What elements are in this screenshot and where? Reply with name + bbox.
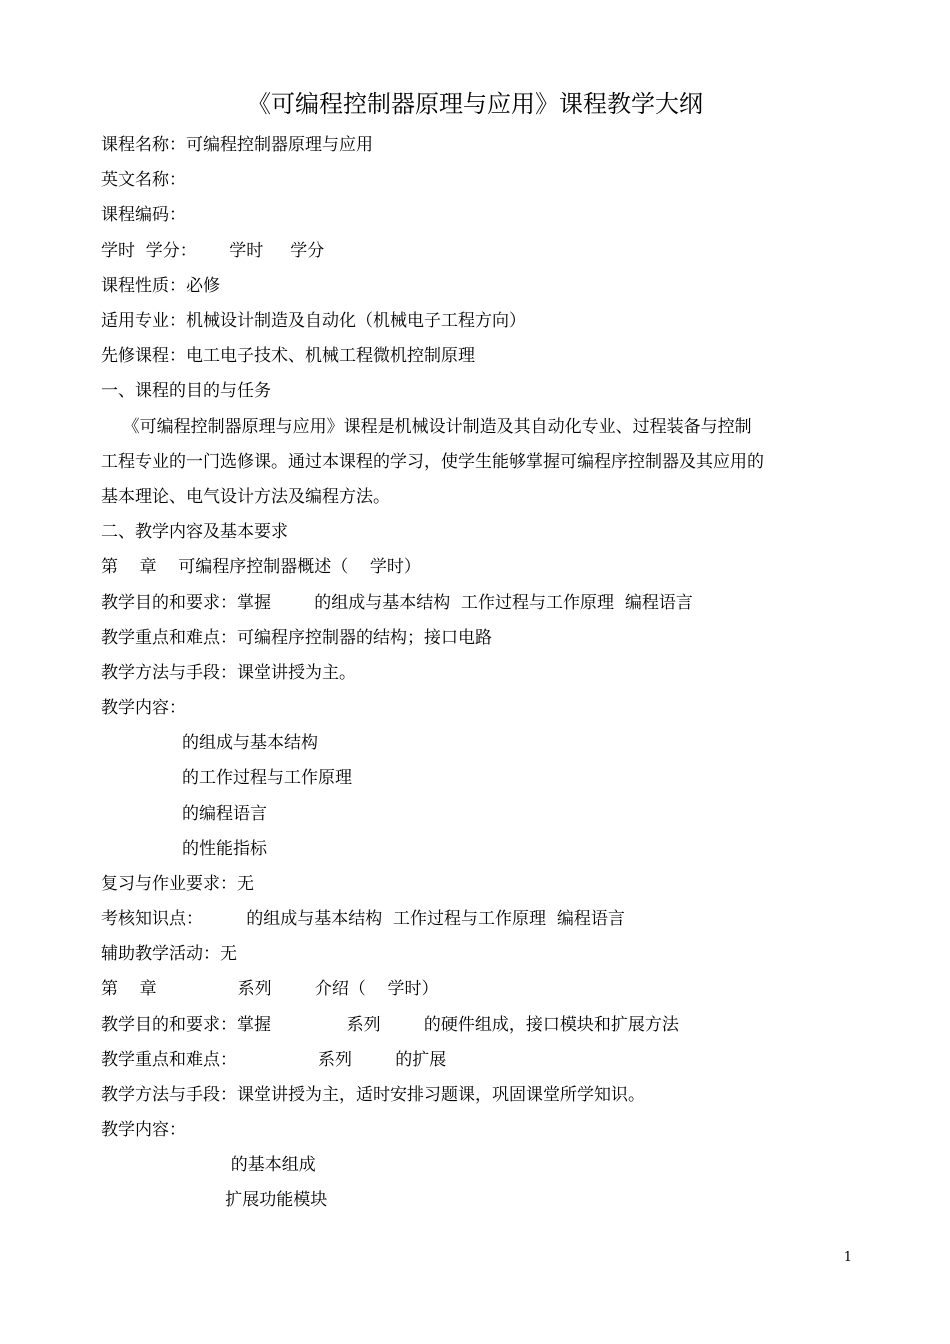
course-code-line: 课程编码：	[101, 205, 186, 225]
document-title: 《可编程控制器原理与应用》课程教学大纲	[247, 90, 703, 118]
text-line: 考核知识点： 的组成与基本结构 工作过程与工作原理 编程语言	[101, 909, 625, 929]
list-item: 的工作过程与工作原理	[101, 768, 353, 788]
text-line: 教学方法与手段：课堂讲授为主，适时安排习题课，巩固课堂所学知识。	[101, 1085, 645, 1105]
section-heading: 二、教学内容及基本要求	[101, 522, 288, 542]
course-nature-line: 课程性质：必修	[101, 276, 220, 296]
text-line: 教学内容：	[101, 698, 186, 718]
list-item: 的性能指标	[101, 839, 268, 859]
course-name-line: 课程名称：可编程控制器原理与应用	[101, 135, 373, 155]
list-item: 的编程语言	[101, 804, 268, 824]
applicable-major-line: 适用专业：机械设计制造及自动化（机械电子工程方向）	[101, 311, 526, 331]
text-line: 教学目的和要求：掌握 的组成与基本结构 工作过程与工作原理 编程语言	[101, 593, 693, 613]
text-line: 教学重点和难点：可编程序控制器的结构；接口电路	[101, 628, 492, 648]
section-heading: 一、课程的目的与任务	[101, 381, 271, 401]
page-number: 1	[843, 1250, 852, 1265]
list-item: 的组成与基本结构	[101, 733, 319, 753]
paragraph-line: 《可编程控制器原理与应用》课程是机械设计制造及其自动化专业、过程装备与控制	[101, 417, 752, 437]
list-item: 的基本组成	[101, 1155, 316, 1175]
text-line: 教学内容：	[101, 1120, 186, 1140]
prerequisite-line: 先修课程：电工电子技术、机械工程微机控制原理	[101, 346, 475, 366]
hours-credits-line: 学时 学分： 学时 学分	[101, 241, 325, 261]
text-line: 复习与作业要求：无	[101, 874, 254, 894]
text-line: 教学方法与手段：课堂讲授为主。	[101, 663, 356, 683]
chapter-heading: 第 章 系列 介绍（ 学时）	[101, 979, 439, 999]
text-line: 辅助教学活动：无	[101, 944, 237, 964]
paragraph-line: 工程专业的一门选修课。通过本课程的学习，使学生能够掌握可编程序控制器及其应用的	[101, 452, 764, 472]
english-name-line: 英文名称：	[101, 170, 186, 190]
list-item: 扩展功能模块	[101, 1190, 328, 1210]
paragraph-line: 基本理论、电气设计方法及编程方法。	[101, 487, 390, 507]
text-line: 教学目的和要求：掌握 系列 的硬件组成，接口模块和扩展方法	[101, 1015, 679, 1035]
text-line: 教学重点和难点： 系列 的扩展	[101, 1050, 447, 1070]
chapter-heading: 第 章 可编程序控制器概述（ 学时）	[101, 557, 421, 577]
